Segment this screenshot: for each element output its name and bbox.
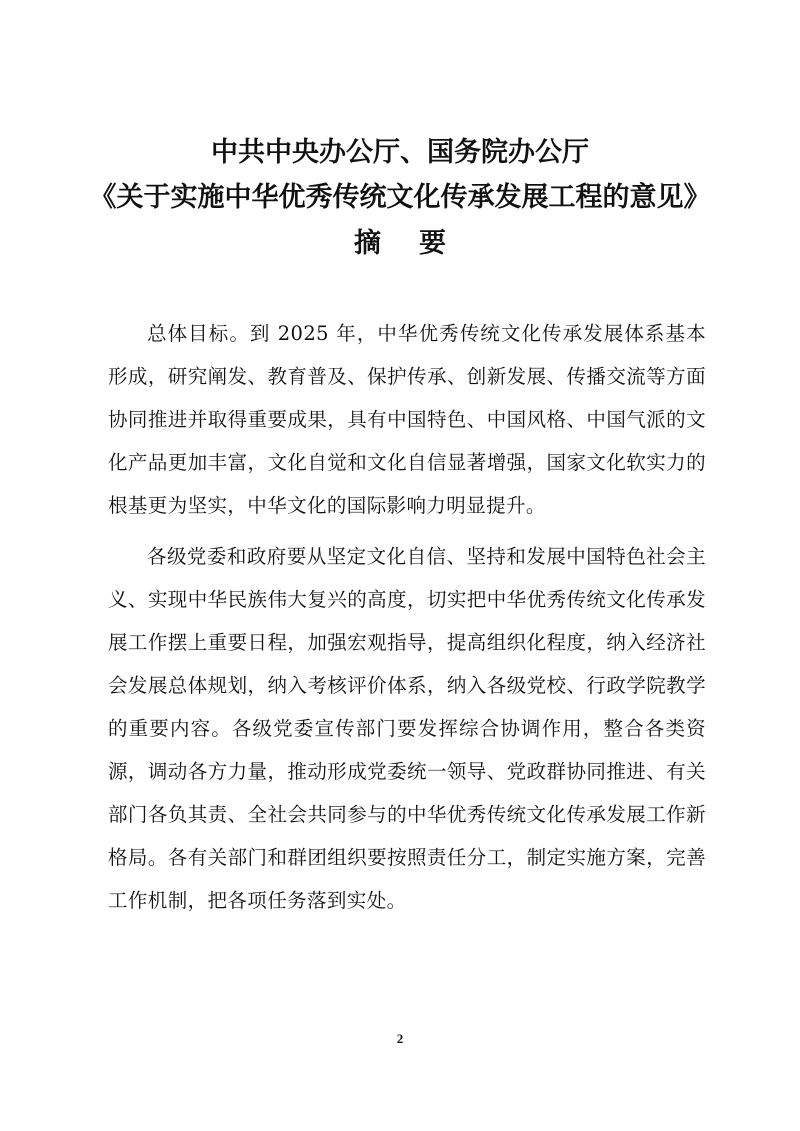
paragraph-overall-goal: 总体目标。到 2025 年，中华优秀传统文化传承发展体系基本形成，研究阐发、教育普及、保护传承、创新发展、传播交流等方面协同推进并取得重要成果，具有中国特色、中国风格、中国气派的文化产品更加丰富，文化自觉和文化自信显著增强，国家文化软实力的根基更为坚实，中华文化的国际影响力明显提升。 [108, 322, 706, 517]
page-number: 2 [396, 1031, 404, 1046]
document-title-name: 《关于实施中华优秀传统文化传承发展工程的意见》 [89, 182, 711, 213]
paragraph-organization: 各级党委和政府要从坚定文化自信、坚持和发展中国特色社会主义、实现中华民族伟大复兴的高度，切实把中华优秀传统文化传承发展工作摆上重要日程，加强宏观指导，提高组织化程度，纳入经济社会发展总体规划，纳入考核评价体系，纳入各级党校、行政学院教学的重要内容。各级党委宣传部门要发挥综合协调作用，整合各类资源，调动各方力量，推动形成党委统一领导、党政群协同推进、有关部门各负其责、全社会共同参与的中华优秀传统文化传承发展工作新格局。各有关部门和群团组织要按照责任分工，制定实施方案，完善工作机制，把各项任务落到实处。 [108, 545, 706, 912]
document-title-issuer: 中共中央办公厅、国务院办公厅 [211, 137, 589, 168]
document-title-summary: 摘要 [354, 228, 484, 259]
